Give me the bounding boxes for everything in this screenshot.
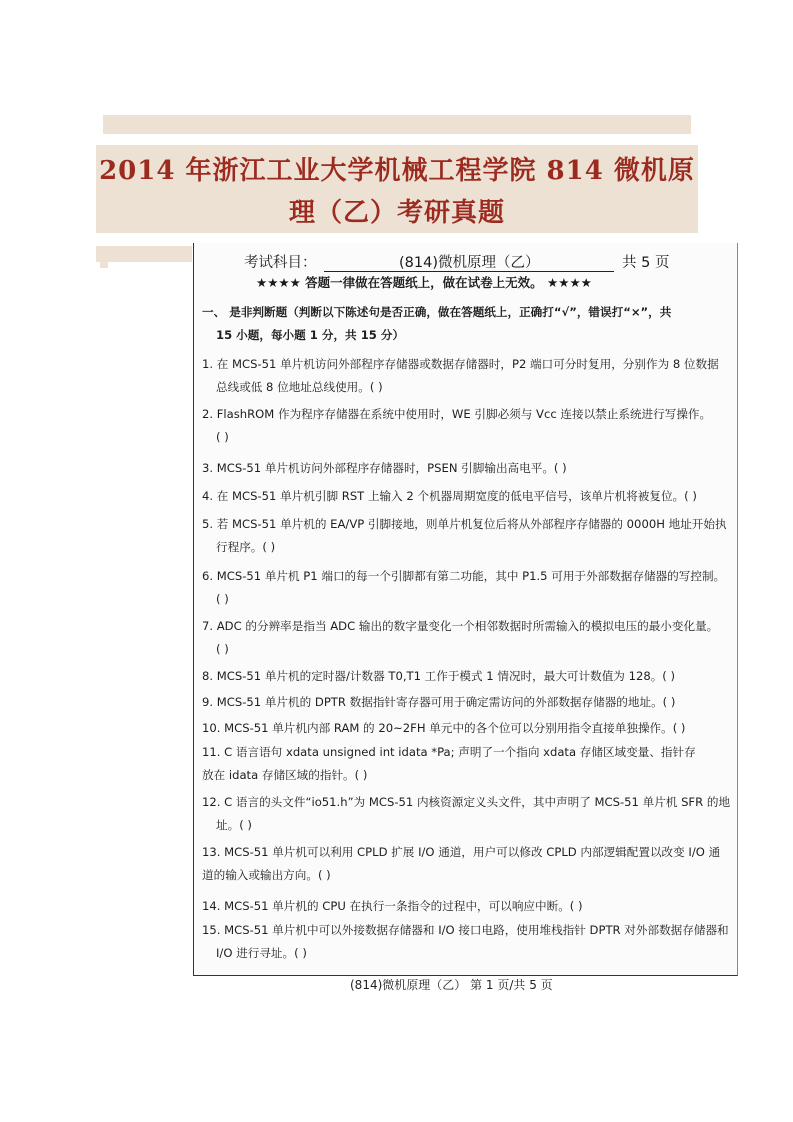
question-11 [202, 741, 730, 787]
question-line: 13. MCS-51 单片机可以利用 CPLD 扩展 I/O 通道，用户可以修改 CPLD 内部逻辑配置以改变 I/O 通 [202, 845, 721, 859]
question-6 [202, 565, 730, 611]
question-line: I/O 进行寻址。( ) [216, 946, 307, 960]
question-7 [202, 615, 730, 661]
question-line: 2. FlashROM 作为程序存储器在系统中使用时，WE 引脚必须与 Vcc 连接以禁止系统进行写操作。 [202, 407, 712, 421]
question-3 [202, 457, 730, 480]
question-line: 9. MCS-51 单片机的 DPTR 数据指针寄存器可用于确定需访问的外部数据存储器的地址。( ) [202, 695, 676, 709]
subject-underline [324, 271, 614, 272]
question-line: ( ) [216, 430, 229, 444]
question-line: 15. MCS-51 单片机中可以外接数据存储器和 I/O 接口电路，使用堆栈指针 DPTR 对外部数据存储器和 [202, 923, 729, 937]
page-footer: (814)微机原理（乙） 第 1 页/共 5 页 [350, 978, 553, 992]
question-line: 5. 若 MCS-51 单片机的 EA/VP 引脚接地，则单片机复位后将从外部程序存储器的 0000H 地址开始执 [202, 517, 727, 531]
question-line: 12. C 语言的头文件“io51.h”为 MCS-51 内核资源定义头文件，其中声明了 MCS-51 单片机 SFR 的地 [202, 795, 731, 809]
question-4 [202, 485, 730, 508]
scanned-exam-page [193, 243, 738, 976]
question-line: 3. MCS-51 单片机访问外部程序存储器时，PSEN 引脚输出高电平。( ) [202, 461, 567, 475]
question-line: ( ) [216, 642, 229, 656]
question-line: 4. 在 MCS-51 单片机引脚 RST 上输入 2 个机器周期宽度的低电平信号，该单片机将被复位。( ) [202, 489, 697, 503]
decor-side-block [96, 246, 192, 262]
exam-notice: ★★★★ 答题一律做在答题纸上，做在试卷上无效。 ★★★★ [256, 275, 592, 290]
question-line: ( ) [216, 592, 229, 606]
question-line: 11. C 语言语句 xdata unsigned int idata *Pa; 声明了一个指向 xdata 存储区域变量、指针存 [202, 745, 696, 759]
section-heading [202, 301, 730, 347]
question-line: 道的输入或输出方向。( ) [202, 868, 331, 882]
question-line: 7. ADC 的分辨率是指当 ADC 输出的数字量变化一个相邻数据时所需输入的模拟电压的最小变化量。 [202, 619, 719, 633]
document-title: 2014 年浙江工业大学机械工程学院 814 微机原理（乙）考研真题 [99, 156, 695, 228]
question-line: 总线或低 8 位地址总线使用。( ) [216, 380, 383, 394]
question-1 [202, 353, 730, 399]
section-heading-line1: 一、 是非判断题（判断以下陈述句是否正确，做在答题纸上，正确打“√”，错误打“×”，共 [202, 305, 672, 319]
question-2 [202, 403, 730, 449]
question-13 [202, 841, 730, 887]
question-line: 放在 idata 存储区域的指针。( ) [202, 768, 368, 782]
question-line: 14. MCS-51 单片机的 CPU 在执行一条指令的过程中，可以响应中断。( ) [202, 899, 583, 913]
decor-side-dot [100, 262, 108, 268]
subject-label: 考试科目： [244, 255, 317, 271]
question-10 [202, 717, 730, 740]
question-line: 8. MCS-51 单片机的定时器/计数器 T0,T1 工作于模式 1 情况时，最大可计数值为 128。( ) [202, 669, 676, 683]
question-line: 址。( ) [216, 818, 252, 832]
question-line: 行程序。( ) [216, 540, 276, 554]
question-14 [202, 895, 730, 918]
question-5 [202, 513, 730, 559]
question-15 [202, 919, 730, 965]
page-count: 共 5 页 [622, 255, 670, 271]
question-12 [202, 791, 730, 837]
subject-value: (814)微机原理（乙） [399, 255, 540, 271]
decor-band-top [103, 115, 691, 134]
question-line: 10. MCS-51 单片机内部 RAM 的 20~2FH 单元中的各个位可以分别用指令直接单独操作。( ) [202, 721, 686, 735]
section-heading-line2: 15 小题，每小题 1 分，共 15 分） [216, 328, 405, 342]
question-line: 1. 在 MCS-51 单片机访问外部程序存储器或数据存储器时，P2 端口可分时复用，分别作为 8 位数据 [202, 357, 719, 371]
question-8 [202, 665, 730, 688]
question-line: 6. MCS-51 单片机 P1 端口的每一个引脚都有第二功能，其中 P1.5 可用于外部数据存储器的写控制。 [202, 569, 726, 583]
question-9 [202, 691, 730, 714]
